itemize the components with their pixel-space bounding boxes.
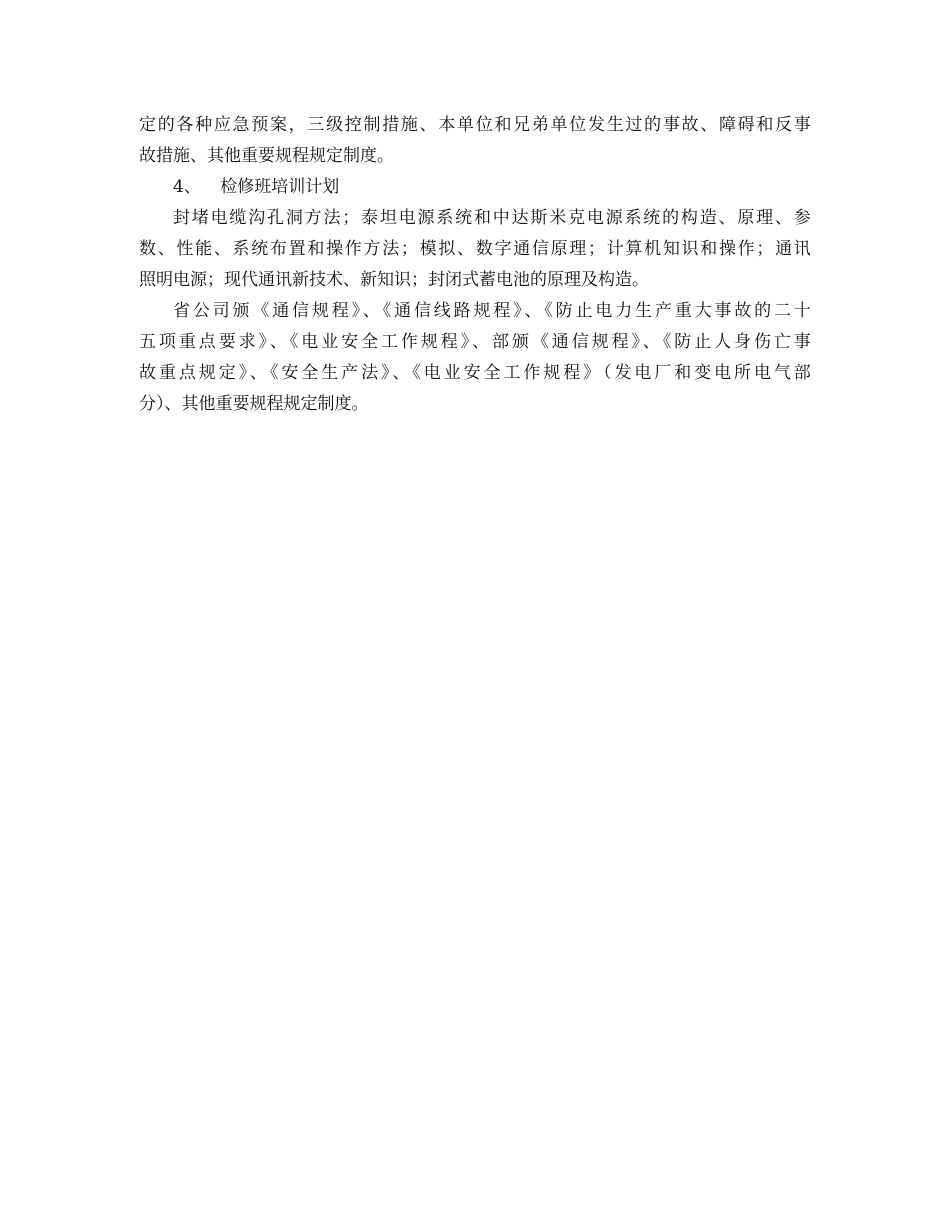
paragraph-line-4: 数、性能、系统布置和操作方法；模拟、数字通信原理；计算机知识和操作；通讯 <box>139 239 811 259</box>
paragraph-line-9: 分）、其他重要规程规定制度。 <box>139 394 369 414</box>
paragraph-line-8: 故重点规定》、《安全生产法》、《电业安全工作规程》（发电厂和变电所电气部 <box>139 363 811 383</box>
paragraph-line-7: 五项重点要求》、《电业安全工作规程》、部颁《通信规程》、《防止人身伤亡事 <box>139 332 811 352</box>
paragraph-line-2: 故措施、其他重要规程规定制度。 <box>139 146 394 166</box>
section-title: 检修班培训计划 <box>220 177 340 197</box>
document-body <box>139 115 811 425</box>
paragraph-line-1: 定的各种应急预案，三级控制措施、本单位和兄弟单位发生过的事故、障碍和反事 <box>139 115 811 135</box>
paragraph-line-5: 照明电源；现代通讯新技术、新知识；封闭式蓄电池的原理及构造。 <box>139 270 649 290</box>
paragraph-line-6: 省公司颁《通信规程》、《通信线路规程》、《防止电力生产重大事故的二十 <box>173 301 811 321</box>
section-heading <box>139 177 811 198</box>
section-number: 4、 <box>173 177 201 197</box>
paragraph-line-3: 封堵电缆沟孔洞方法；泰坦电源系统和中达斯米克电源系统的构造、原理、参 <box>173 208 811 228</box>
